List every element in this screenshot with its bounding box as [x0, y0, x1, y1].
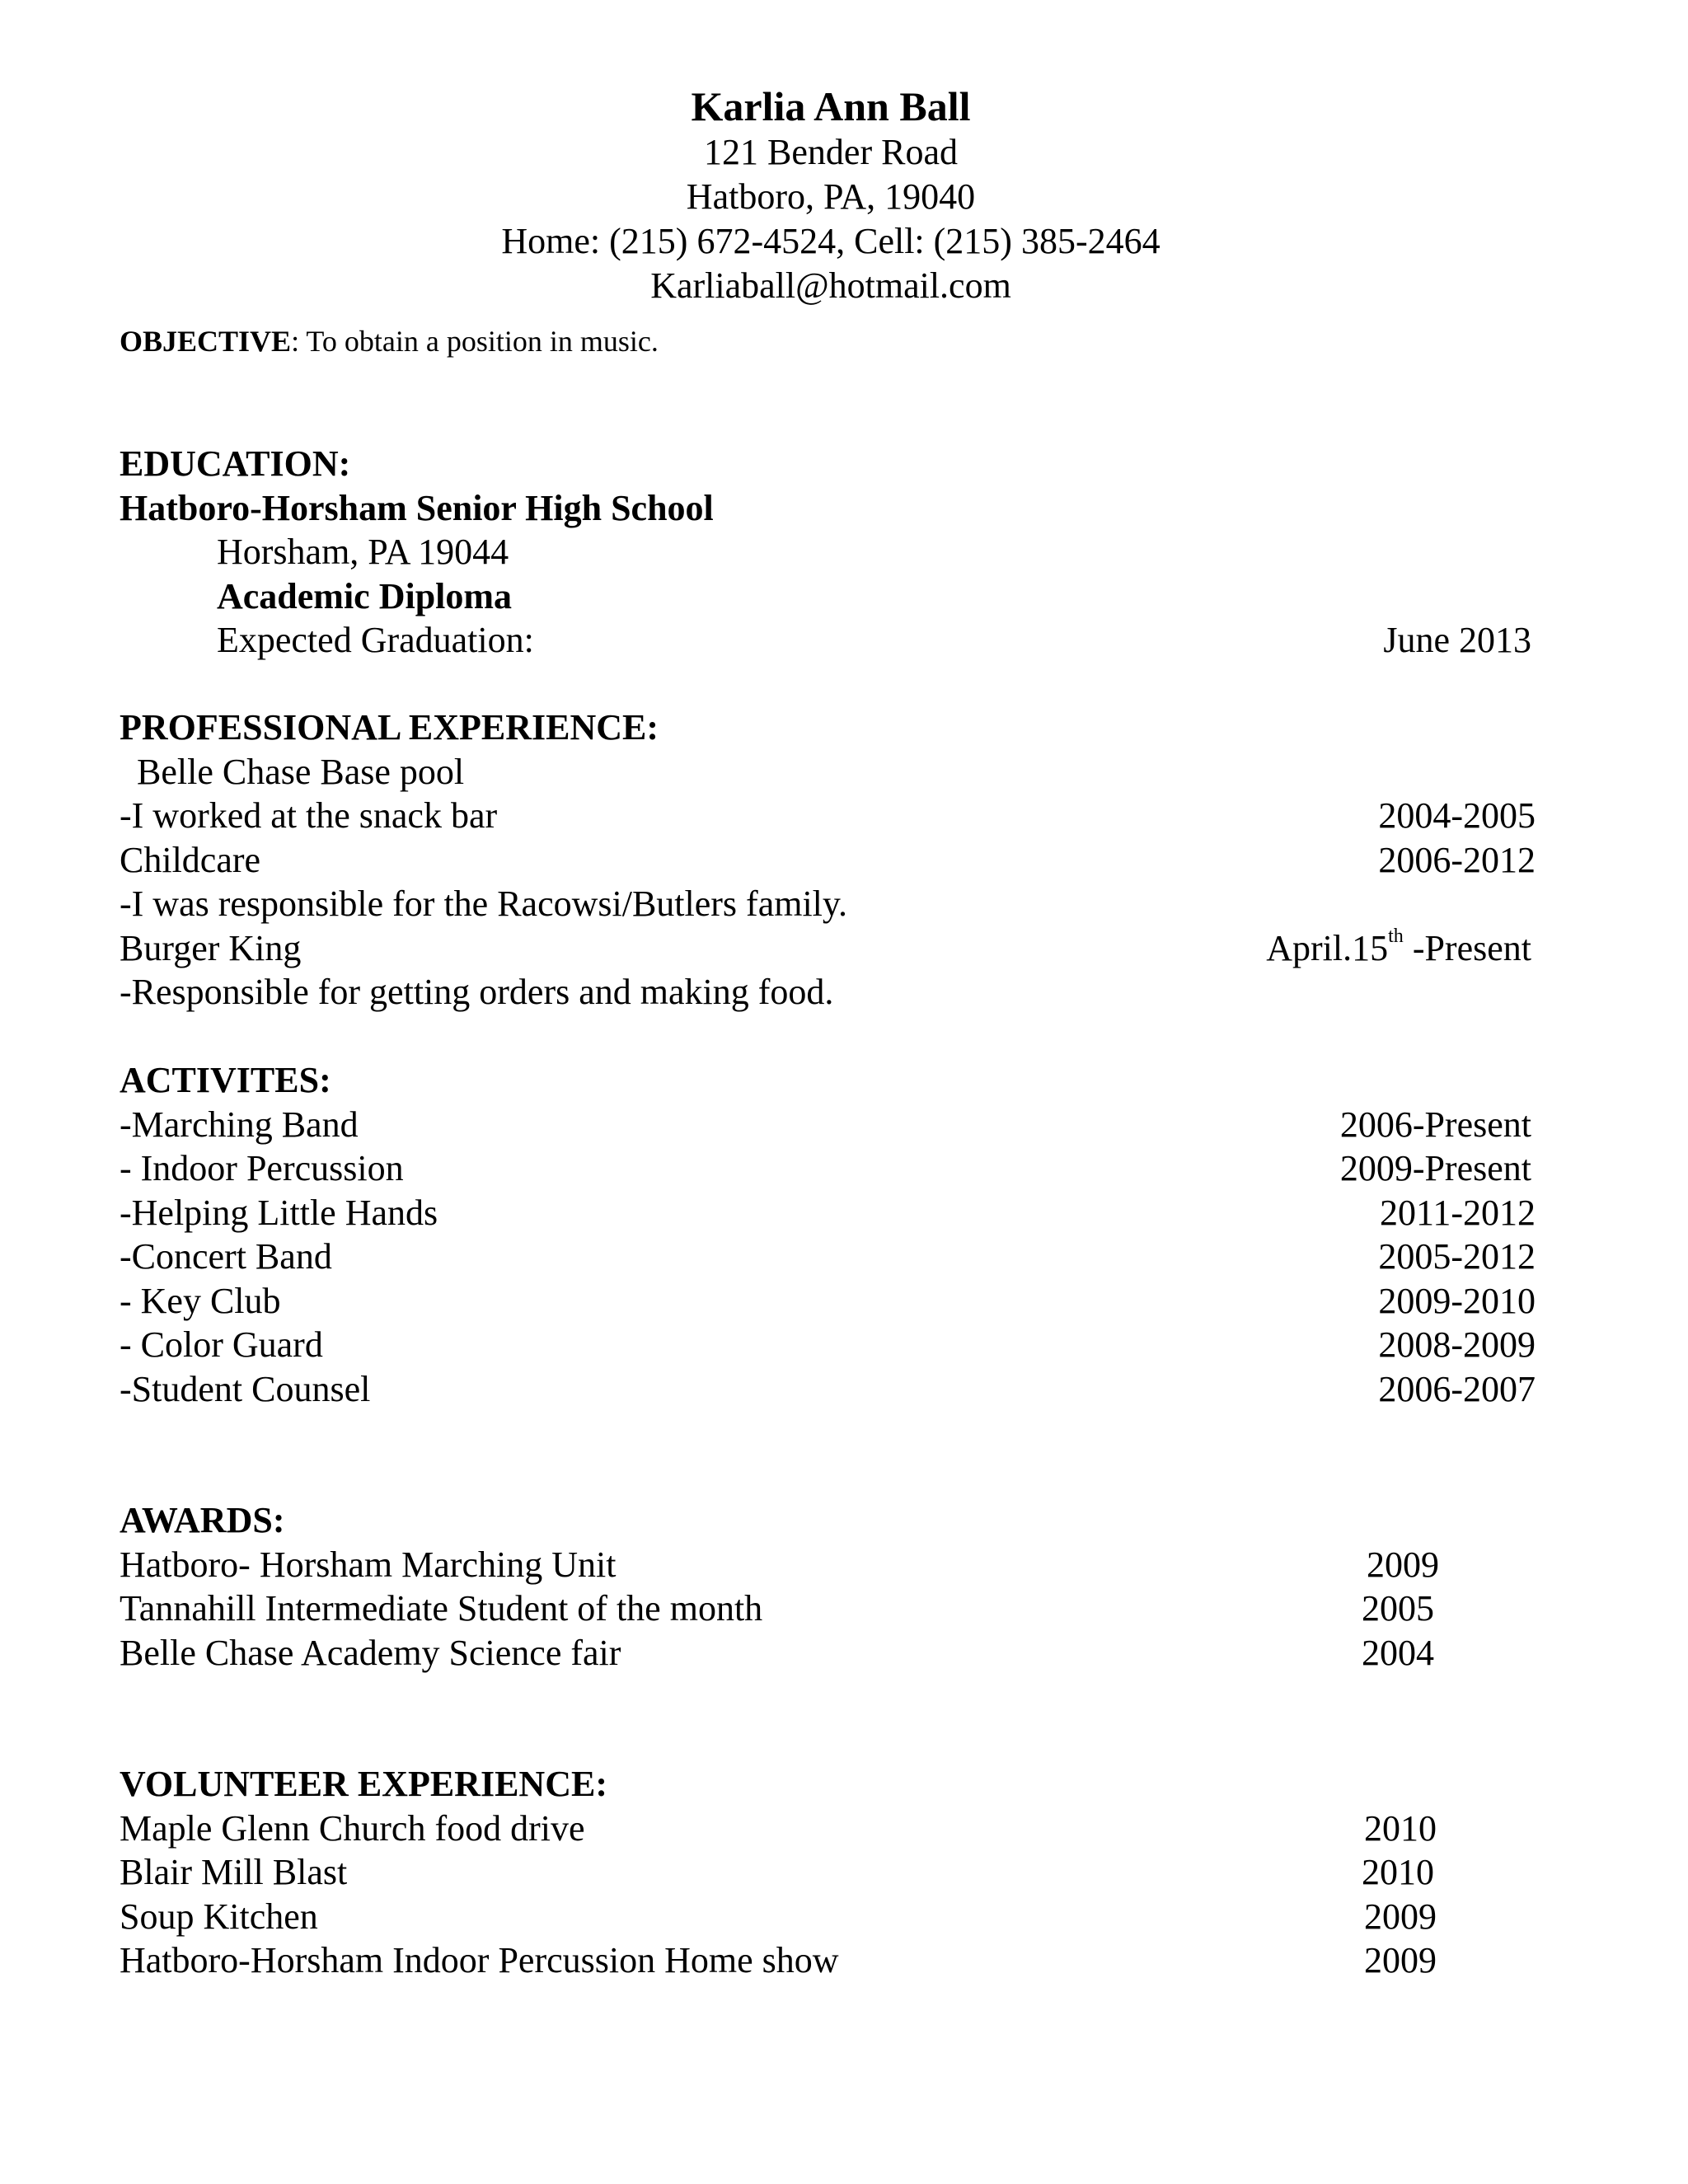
- activity-item: - Key Club: [120, 1281, 281, 1321]
- volunteer-date: 2009: [1364, 1940, 1437, 1980]
- volunteer-item: Maple Glenn Church food drive: [120, 1808, 585, 1849]
- education-heading: EDUCATION:: [120, 443, 351, 484]
- award-date: 2004: [1362, 1633, 1434, 1673]
- professional-item: -I worked at the snack bar: [120, 795, 498, 836]
- phone-numbers: Home: (215) 672-4524, Cell: (215) 385-2464: [501, 221, 1160, 261]
- applicant-name: Karlia Ann Ball: [691, 83, 971, 129]
- awards-heading: AWARDS:: [120, 1500, 285, 1540]
- activity-item: - Color Guard: [120, 1324, 323, 1365]
- volunteer-item: Hatboro-Horsham Indoor Percussion Home show: [120, 1940, 839, 1980]
- activity-date: 2011-2012: [1379, 1193, 1536, 1233]
- award-date: 2009: [1367, 1544, 1439, 1585]
- award-item: Hatboro- Horsham Marching Unit: [120, 1544, 617, 1585]
- email-address: Karliaball@hotmail.com: [650, 265, 1011, 306]
- activity-date: 2008-2009: [1378, 1324, 1536, 1365]
- activity-date: 2006-Present: [1339, 1104, 1531, 1145]
- activity-item: - Indoor Percussion: [120, 1148, 404, 1188]
- activity-item: -Helping Little Hands: [120, 1193, 438, 1233]
- volunteer-item: Soup Kitchen: [120, 1896, 318, 1937]
- date-superscript: th: [1388, 926, 1404, 948]
- professional-date: [1266, 926, 1531, 971]
- education-school: Hatboro-Horsham Senior High School: [120, 488, 714, 528]
- professional-heading: PROFESSIONAL EXPERIENCE:: [120, 707, 659, 748]
- professional-item: -Responsible for getting orders and making food.: [120, 972, 834, 1012]
- address-line-1: 121 Bender Road: [704, 132, 958, 172]
- volunteer-date: 2010: [1364, 1808, 1437, 1849]
- education-grad-label: Expected Graduation:: [217, 620, 534, 660]
- activity-item: -Student Counsel: [120, 1369, 371, 1409]
- activity-item: -Marching Band: [120, 1104, 359, 1145]
- professional-date: 2006-2012: [1378, 840, 1536, 880]
- date-prefix: April.15: [1266, 928, 1389, 968]
- activity-date: 2009-Present: [1339, 1148, 1531, 1188]
- professional-item: -I was responsible for the Racowsi/Butlers family.: [120, 883, 848, 924]
- contact-header: [0, 82, 1662, 308]
- education-diploma: Academic Diploma: [217, 576, 513, 616]
- award-date: 2005: [1362, 1588, 1434, 1629]
- professional-date: 2004-2005: [1378, 795, 1536, 836]
- professional-item: Belle Chase Base pool: [137, 752, 465, 792]
- date-suffix: -Present: [1403, 928, 1531, 968]
- activity-date: 2006-2007: [1378, 1369, 1536, 1409]
- volunteer-date: 2010: [1362, 1852, 1434, 1892]
- volunteer-item: Blair Mill Blast: [120, 1852, 348, 1892]
- volunteer-date: 2009: [1364, 1896, 1437, 1937]
- award-item: Belle Chase Academy Science fair: [120, 1633, 621, 1673]
- activity-date: 2005-2012: [1378, 1236, 1536, 1277]
- award-item: Tannahill Intermediate Student of the month: [120, 1588, 763, 1629]
- activity-date: 2009-2010: [1378, 1281, 1536, 1321]
- objective-label: OBJECTIVE: [120, 325, 292, 358]
- volunteer-heading: VOLUNTEER EXPERIENCE:: [120, 1764, 607, 1804]
- address-line-2: Hatboro, PA, 19040: [686, 176, 976, 217]
- objective-line: [120, 323, 659, 359]
- activity-item: -Concert Band: [120, 1236, 332, 1277]
- objective-text: : To obtain a position in music.: [291, 325, 659, 358]
- professional-item: Childcare: [120, 840, 261, 880]
- activities-heading: ACTIVITES:: [120, 1060, 331, 1100]
- education-grad-date: June 2013: [1383, 620, 1531, 660]
- education-location: Horsham, PA 19044: [217, 532, 509, 572]
- professional-item: Burger King: [120, 928, 302, 968]
